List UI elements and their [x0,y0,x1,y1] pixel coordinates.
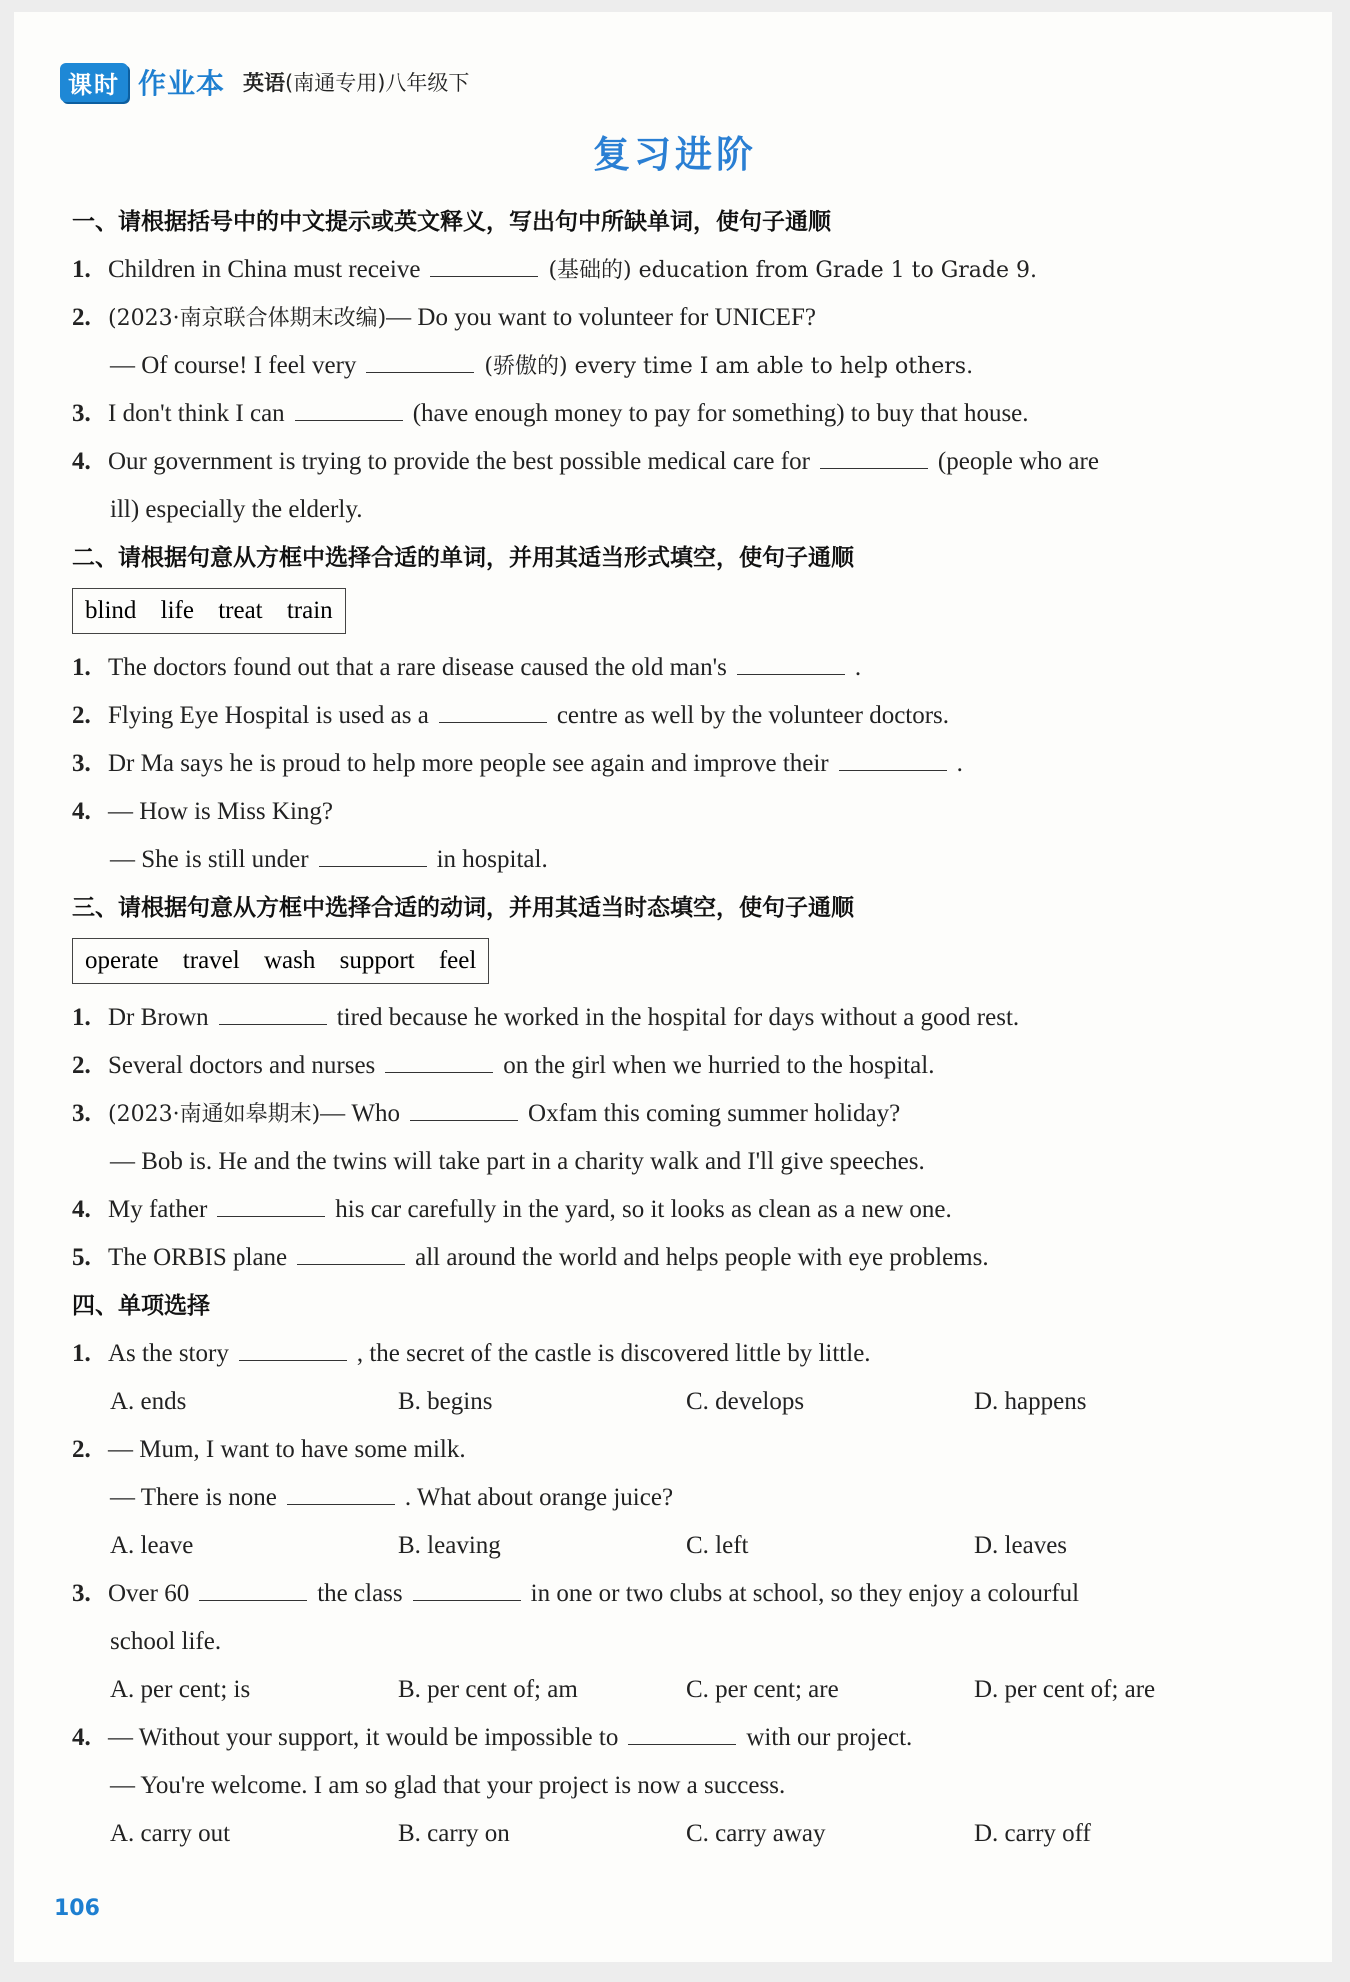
subject: 英语 [243,71,286,95]
answer-blank[interactable] [737,652,845,675]
page-number: 106 [54,1896,100,1921]
s1-question-4-cont: ill) especially the elderly. [110,496,363,523]
s4-question-2-reply: — There is none . What about orange juice? [110,1484,674,1511]
s3-question-1: 1. Dr Brown tired because he worked in the hospital for days without a good rest. [72,1004,1020,1031]
answer-blank[interactable] [287,1482,395,1505]
section-4-heading: 四、单项选择 [72,1293,210,1319]
option-c[interactable]: C. carry away [686,1820,826,1847]
s4-question-1: 1. As the story , the secret of the castle is discovered little by little. [72,1340,871,1367]
option-b[interactable]: B. leaving [398,1532,501,1559]
answer-blank[interactable] [430,254,538,277]
brand-logo: 课时 [60,63,128,102]
s2-question-4: 4. — How is Miss King? [72,798,334,825]
page-title: 复习进阶 [593,133,757,176]
answer-blank[interactable] [439,700,547,723]
worksheet [72,198,1272,1858]
answer-blank[interactable] [628,1722,736,1745]
answer-blank[interactable] [217,1194,325,1217]
answer-blank[interactable] [199,1578,307,1601]
option-b[interactable]: B. carry on [398,1820,510,1847]
s3-question-3-reply: — Bob is. He and the twins will take part in a charity walk and I'll give speeches. [110,1148,925,1175]
option-a[interactable]: A. ends [110,1388,187,1415]
s4-question-3: 3. Over 60 the class in one or two clubs at school, so they enjoy a colourful [72,1580,1080,1607]
s4-question-1-options [72,1378,1272,1426]
option-b[interactable]: B. begins [398,1388,493,1415]
section-2-heading: 二、请根据句意从方框中选择合适的单词，并用其适当形式填空，使句子通顺 [72,545,854,571]
answer-blank[interactable] [319,844,427,867]
s2-question-2: 2. Flying Eye Hospital is used as a centre as well by the volunteer doctors. [72,702,950,729]
answer-blank[interactable] [295,398,403,421]
subject-label [243,67,469,97]
s1-question-3: 3. I don't think I can (have enough money to pay for something) to buy that house. [72,400,1029,427]
section-1-heading: 一、请根据括号中的中文提示或英文释义，写出句中所缺单词，使句子通顺 [72,209,831,235]
option-a[interactable]: A. carry out [110,1820,231,1847]
option-a[interactable]: A. leave [110,1532,194,1559]
option-d[interactable]: D. happens [974,1388,1087,1415]
s1-question-4: 4. Our government is trying to provide the best possible medical care for (people who are [72,448,1099,475]
answer-blank[interactable] [413,1578,521,1601]
word-box: blind life treat train [72,588,346,634]
answer-blank[interactable] [839,748,947,771]
grade: 八年级下 [385,71,470,95]
option-a[interactable]: A. per cent; is [110,1676,251,1703]
word-box: operate travel wash support feel [72,938,489,984]
option-b[interactable]: B. per cent of; am [398,1676,578,1703]
s4-question-4: 4. — Without your support, it would be impossible to with our project. [72,1724,913,1751]
s3-question-4: 4. My father his car carefully in the yard, so it looks as clean as a new one. [72,1196,952,1223]
s4-question-2: 2. — Mum, I want to have some milk. [72,1436,466,1463]
question-source: (2023·南京联合体期末改编) [108,306,387,331]
answer-blank[interactable] [820,446,928,469]
answer-blank[interactable] [366,350,474,373]
s1-question-1: 1. Children in China must receive (基础的) education from Grade 1 to Grade 9. [72,256,1038,283]
s1-question-2: 2. (2023·南京联合体期末改编)— Do you want to volunteer for UNICEF? [72,304,816,331]
s4-question-3-options [72,1666,1272,1714]
s3-question-2: 2. Several doctors and nurses on the girl when we hurried to the hospital. [72,1052,935,1079]
question-source: (2023·南通如皋期末) [108,1102,321,1127]
answer-blank[interactable] [239,1338,347,1361]
option-d[interactable]: D. carry off [974,1820,1091,1847]
section-3-heading: 三、请根据句意从方框中选择合适的动词，并用其适当时态填空，使句子通顺 [72,895,854,921]
s4-question-4-reply: — You're welcome. I am so glad that your project is now a success. [110,1772,786,1799]
answer-blank[interactable] [219,1002,327,1025]
option-c[interactable]: C. develops [686,1388,805,1415]
s3-question-3: 3. (2023·南通如皋期末)— Who Oxfam this coming summer holiday? [72,1100,901,1127]
s4-question-2-options [72,1522,1272,1570]
option-d[interactable]: D. per cent of; are [974,1676,1156,1703]
s3-question-5: 5. The ORBIS plane all around the world and helps people with eye problems. [72,1244,989,1271]
option-d[interactable]: D. leaves [974,1532,1068,1559]
answer-blank[interactable] [410,1098,518,1121]
edition: (南通专用) [285,71,386,95]
brand-name: 作业本 [138,67,226,100]
s2-question-3: 3. Dr Ma says he is proud to help more people see again and improve their . [72,750,963,777]
s4-question-4-options [72,1810,1272,1858]
s1-question-2-reply: — Of course! I feel very (骄傲的) every time I am able to help others. [110,352,974,379]
s4-question-3-cont: school life. [110,1628,222,1655]
header-brand [60,62,469,102]
option-c[interactable]: C. per cent; are [686,1676,839,1703]
answer-blank[interactable] [385,1050,493,1073]
answer-blank[interactable] [297,1242,405,1265]
s2-question-1: 1. The doctors found out that a rare disease caused the old man's . [72,654,862,681]
option-c[interactable]: C. left [686,1532,749,1559]
s2-question-4-reply: — She is still under in hospital. [110,846,548,873]
